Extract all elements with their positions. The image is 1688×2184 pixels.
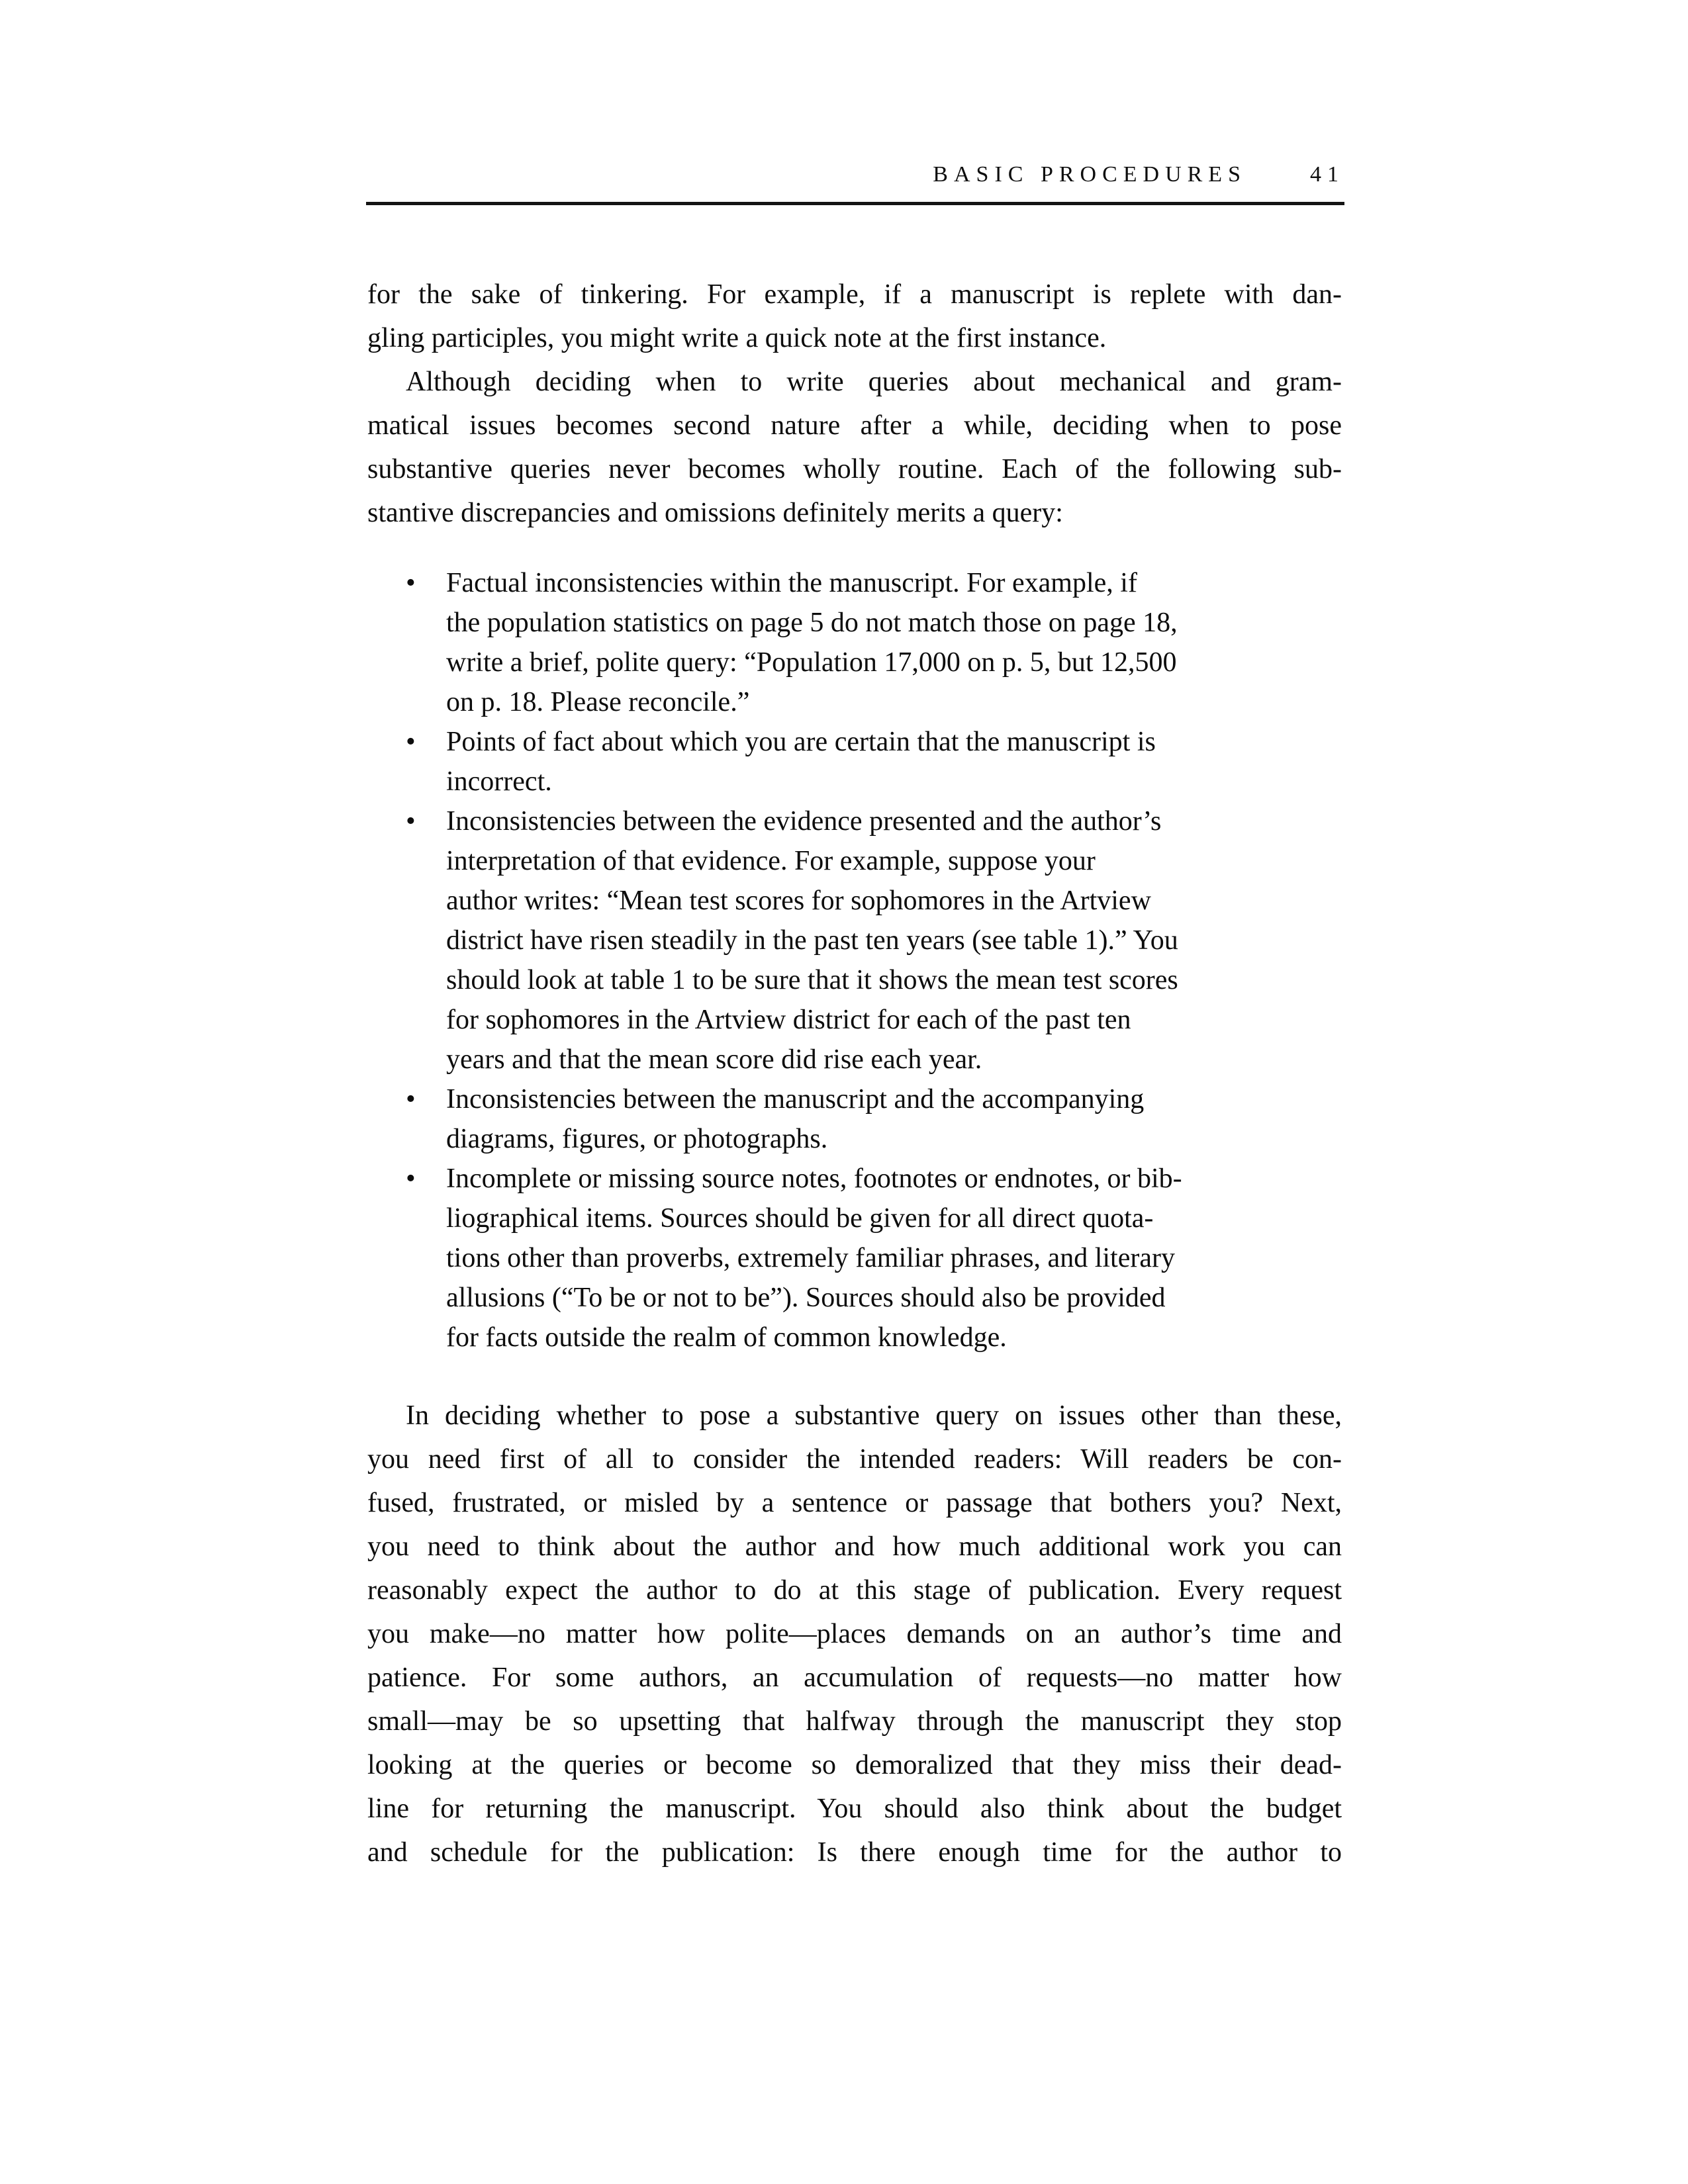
text-line: line for returning the manuscript. You should also think about the budget xyxy=(367,1794,1342,1824)
text-line: incorrect. xyxy=(446,766,552,797)
text-line: liographical items. Sources should be given for all direct quota- xyxy=(446,1203,1154,1234)
text-line: for the sake of tinkering. For example, if a manuscript is replete with dan- xyxy=(367,279,1342,310)
page-body xyxy=(367,273,1342,1874)
text-line: In deciding whether to pose a substantive query on issues other than these, xyxy=(406,1400,1342,1431)
text-line: patience. For some authors, an accumulation of requests—no matter how xyxy=(367,1662,1342,1693)
bullet-list xyxy=(367,563,1309,1357)
text-line: matical issues becomes second nature after a while, deciding when to pose xyxy=(367,410,1342,441)
text-line: tions other than proverbs, extremely familiar phrases, and literary xyxy=(446,1243,1175,1273)
text-line: substantive queries never becomes wholly routine. Each of the following sub- xyxy=(367,454,1342,484)
running-head: BASIC PROCEDURES xyxy=(933,162,1246,187)
text-line: allusions (“To be or not to be”). Sources should also be provided xyxy=(446,1283,1166,1313)
text-line: and schedule for the publication: Is there enough time for the author to xyxy=(367,1837,1342,1868)
bullet-icon: • xyxy=(406,727,416,757)
text-line: looking at the queries or become so demoralized that they miss their dead- xyxy=(367,1750,1342,1780)
bullet-icon: • xyxy=(406,1084,416,1115)
text-line: Incomplete or missing source notes, footnotes or endnotes, or bib- xyxy=(446,1163,1182,1194)
bullet-item xyxy=(367,801,1309,1079)
header-rule xyxy=(366,202,1344,205)
bullet-item xyxy=(367,1159,1309,1357)
text-line: interpretation of that evidence. For example, suppose your xyxy=(446,846,1096,876)
bullet-item xyxy=(367,563,1309,722)
text-line: small—may be so upsetting that halfway through the manuscript they stop xyxy=(367,1706,1342,1737)
text-line: for facts outside the realm of common knowledge. xyxy=(446,1322,1007,1353)
text-line: gling participles, you might write a quick note at the first instance. xyxy=(367,323,1107,353)
text-line: for sophomores in the Artview district for each of the past ten xyxy=(446,1005,1131,1035)
bullet-icon: • xyxy=(406,568,416,598)
text-line: should look at table 1 to be sure that it shows the mean test scores xyxy=(446,965,1178,995)
text-line: stantive discrepancies and omissions definitely merits a query: xyxy=(367,498,1063,528)
page-number: 41 xyxy=(1310,162,1344,187)
text-line: author writes: “Mean test scores for sophomores in the Artview xyxy=(446,886,1151,916)
text-line: you make—no matter how polite—places demands on an author’s time and xyxy=(367,1619,1342,1649)
bullet-item xyxy=(367,1079,1309,1159)
text-line: Points of fact about which you are certain that the manuscript is xyxy=(446,727,1156,757)
text-line: fused, frustrated, or misled by a sentence or passage that bothers you? Next, xyxy=(367,1488,1342,1518)
text-line: the population statistics on page 5 do not match those on page 18, xyxy=(446,608,1178,638)
text-line: write a brief, polite query: “Population 17,000 on p. 5, but 12,500 xyxy=(446,647,1177,678)
bullet-icon: • xyxy=(406,1163,416,1194)
text-line: district have risen steadily in the past ten years (see table 1).” You xyxy=(446,925,1178,956)
text-line: reasonably expect the author to do at this stage of publication. Every request xyxy=(367,1575,1342,1606)
paragraph xyxy=(367,1394,1342,1874)
text-line: years and that the mean score did rise each year. xyxy=(446,1044,982,1075)
text-line: you need to think about the author and how much additional work you can xyxy=(367,1531,1342,1562)
text-line: on p. 18. Please reconcile.” xyxy=(446,687,750,717)
paragraph xyxy=(367,360,1342,535)
bullet-icon: • xyxy=(406,806,416,837)
text-line: Factual inconsistencies within the manuscript. For example, if xyxy=(446,568,1137,598)
text-line: Inconsistencies between the manuscript and the accompanying xyxy=(446,1084,1145,1115)
text-line: diagrams, figures, or photographs. xyxy=(446,1124,828,1154)
page-header xyxy=(366,163,1344,186)
paragraph xyxy=(367,273,1342,360)
text-line: you need first of all to consider the intended readers: Will readers be con- xyxy=(367,1444,1342,1475)
bullet-item xyxy=(367,722,1309,801)
text-line: Although deciding when to write queries about mechanical and gram- xyxy=(406,367,1342,397)
text-line: Inconsistencies between the evidence presented and the author’s xyxy=(446,806,1162,837)
